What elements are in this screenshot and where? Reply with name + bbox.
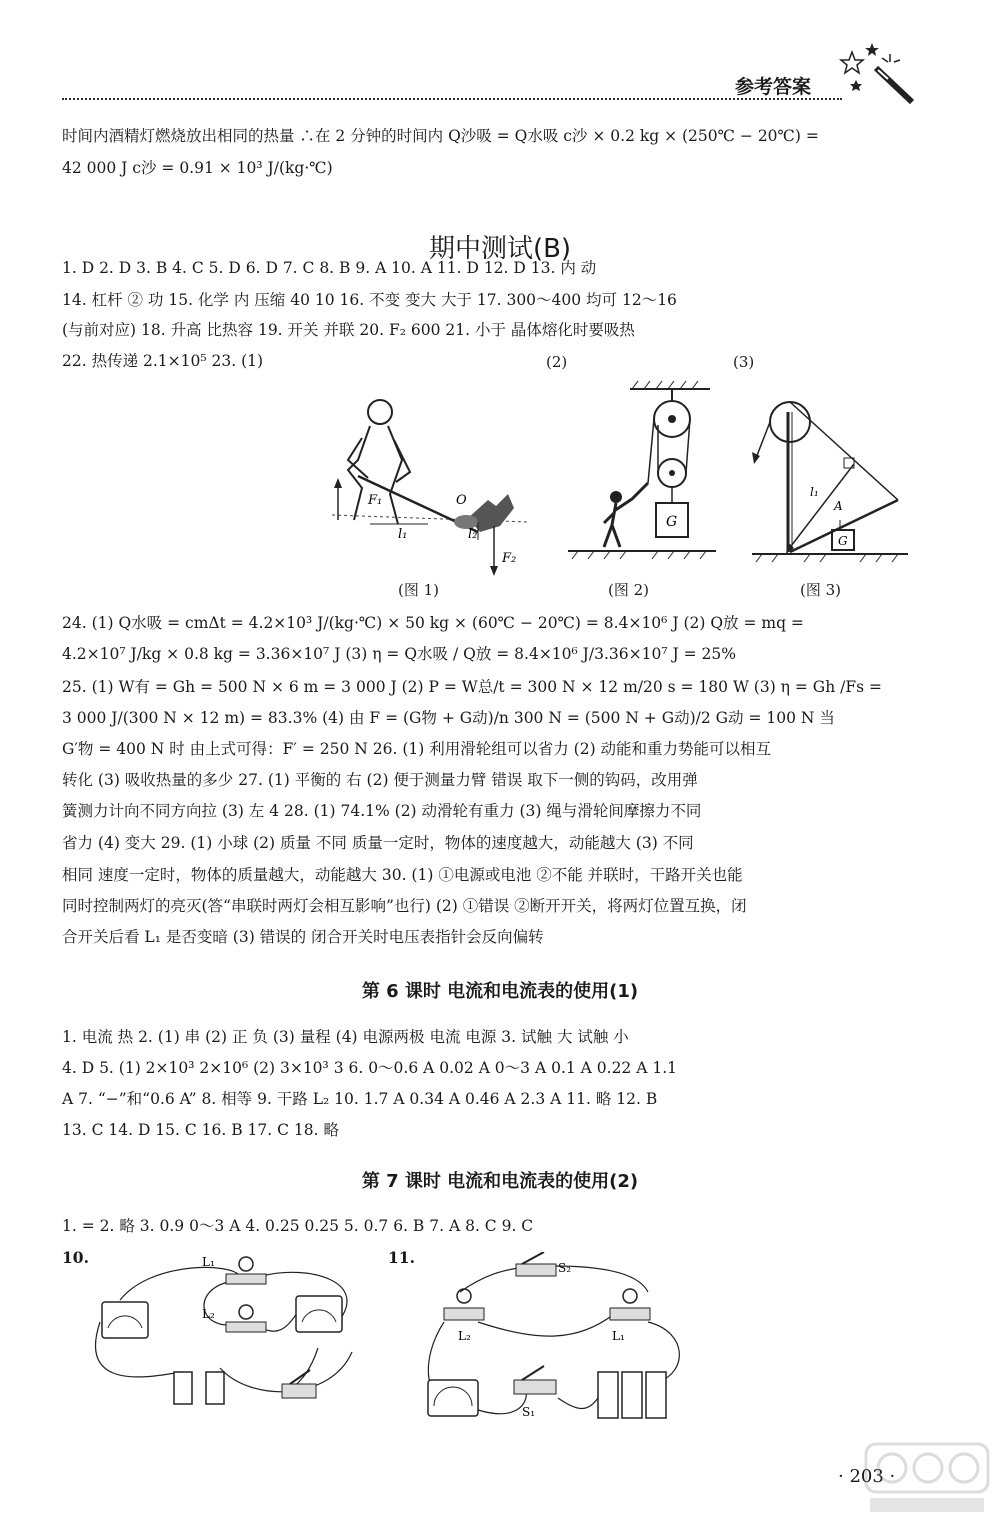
answer-line: 省力 (4) 变大 29. (1) 小球 (2) 质量 不同 质量一定时，物体的速度越大，动能越大 (3) 不同 (62, 834, 694, 852)
section-title-midterm-b: 期中测试(B) (428, 234, 572, 264)
answer-line: 4. D 5. (1) 2×10³ 2×10⁶ (2) 3×10³ 3 6. 0～0.6 A 0.02 A 0～3 A 0.1 A 0.22 A 1.1 (62, 1059, 677, 1077)
label-L1: L₁ (202, 1255, 215, 1269)
section-title-lesson-7: 第 7 课时 电流和电流表的使用(2) (361, 1171, 639, 1192)
answer-line: 4.2×10⁷ J/kg × 0.8 kg = 3.36×10⁷ J (3) η = Q水吸 / Q放 = 8.4×10⁶ J/3.36×10⁷ J = 25% (62, 645, 736, 663)
label-F1: F₁ (368, 493, 383, 508)
figure-1-lever-illustration (318, 390, 538, 580)
answer-line: 13. C 14. D 15. C 16. B 17. C 18. 略 (62, 1121, 339, 1139)
answer-line: 24. (1) Q水吸 = cmΔt = 4.2×10³ J/(kg·℃) × 50 kg × (60℃ − 20℃) = 8.4×10⁶ J (2) Q放 = mq = (62, 614, 804, 632)
label-l2: l₂ (468, 527, 478, 542)
answer-line: 25. (1) W有 = Gh = 500 N × 6 m = 3 000 J (2) P = W总/t = 300 N × 12 m/20 s = 180 W (3) η = Gh /Fs = (62, 678, 882, 696)
label-L1: L₁ (612, 1329, 625, 1343)
label-A: A (834, 499, 843, 513)
header-title: 参考答案 (735, 76, 812, 98)
magic-wand-star-icon (838, 40, 918, 110)
question-number-11: 11. (388, 1248, 415, 1267)
figure-3-crane-illustration (748, 392, 913, 572)
answer-line: (与前对应) 18. 升高 比热容 19. 开关 并联 20. F₂ 600 21. 小于 晶体熔化时要吸热 (62, 321, 635, 339)
label-S1: S₁ (522, 1405, 536, 1419)
circuit-diagram-10 (90, 1252, 380, 1422)
circuit-diagram-11 (418, 1252, 698, 1432)
label-L2: L₂ (458, 1329, 471, 1343)
answer-line: G′物 = 400 N 时 由上式可得：F′ = 250 N 26. (1) 利用滑轮组可以省力 (2) 动能和重力势能可以相互 (62, 740, 772, 758)
answer-line: 相同 速度一定时，物体的质量越大，动能越大 30. (1) ①电源或电池 ②不能 并联时，干路开关也能 (62, 866, 743, 884)
label-l1: l₁ (398, 527, 408, 542)
watermark-logo (862, 1440, 992, 1516)
answer-line: 3 000 J/(300 N × 12 m) = 83.3% (4) 由 F = (G物 + G动)/n 300 N = (500 N + G动)/2 G动 = 100 N 当 (62, 709, 835, 727)
intro-line-2: 42 000 J c沙 = 0.91 × 10³ J/(kg·℃) (62, 159, 333, 177)
figure-2-pulley-illustration (568, 375, 718, 565)
intro-line-1: 时间内酒精灯燃烧放出相同的热量 ∴在 2 分钟的时间内 Q沙吸 = Q水吸 c沙 × 0.2 kg × (250℃ − 20℃) = (62, 127, 819, 145)
label-G: G (666, 514, 678, 530)
answer-line: 22. 热传递 2.1×10⁵ 23. (1) (62, 352, 264, 370)
label-F2: F₂ (502, 551, 517, 566)
caption-fig-3: (图 3) (800, 581, 842, 599)
section-title-lesson-6: 第 6 课时 电流和电流表的使用(1) (361, 981, 639, 1002)
answer-line: 合开关后看 L₁ 是否变暗 (3) 错误的 闭合开关时电压表指针会反向偏转 (62, 928, 544, 946)
caption-fig-2: (图 2) (608, 581, 650, 599)
label-S2: S₂ (558, 1261, 572, 1275)
label-G: G (838, 534, 848, 548)
answer-line: 1. D 2. D 3. B 4. C 5. D 6. D 7. C 8. B 9. A 10. A 11. D 12. D 13. 内 动 (62, 259, 597, 277)
question-number-10: 10. (62, 1248, 89, 1267)
fig-label-2: (2) (546, 353, 568, 371)
label-L2: L₂ (202, 1307, 215, 1321)
answer-line: A 7. “−”和“0.6 A” 8. 相等 9. 干路 L₂ 10. 1.7 A 0.34 A 0.46 A 2.3 A 11. 略 12. B (62, 1090, 658, 1108)
answer-line: 簧测力计向不同方向拉 (3) 左 4 28. (1) 74.1% (2) 动滑轮有重力 (3) 绳与滑轮间摩擦力不同 (62, 802, 702, 820)
page-number: · 203 · (838, 1466, 896, 1487)
header-dotted-rule (62, 98, 842, 100)
answer-line: 14. 杠杆 ② 功 15. 化学 内 压缩 40 10 16. 不变 变大 大于 17. 300～400 均可 12～16 (62, 291, 677, 309)
answer-line: 1. = 2. 略 3. 0.9 0～3 A 4. 0.25 0.25 5. 0.7 6. B 7. A 8. C 9. C (62, 1217, 534, 1235)
label-O: O (456, 493, 467, 508)
answer-line: 转化 (3) 吸收热量的多少 27. (1) 平衡的 右 (2) 便于测量力臂 错误 取下一侧的钩码，改用弹 (62, 771, 698, 789)
caption-fig-1: (图 1) (398, 581, 440, 599)
answer-line: 同时控制两灯的亮灭(答“串联时两灯会相互影响”也行) (2) ①错误 ②断开开关，将两灯位置互换，闭 (62, 897, 747, 915)
fig-label-3: (3) (733, 353, 755, 371)
label-l1: l₁ (810, 485, 819, 499)
answer-line: 1. 电流 热 2. (1) 串 (2) 正 负 (3) 量程 (4) 电源两极 电流 电源 3. 试触 大 试触 小 (62, 1028, 629, 1046)
